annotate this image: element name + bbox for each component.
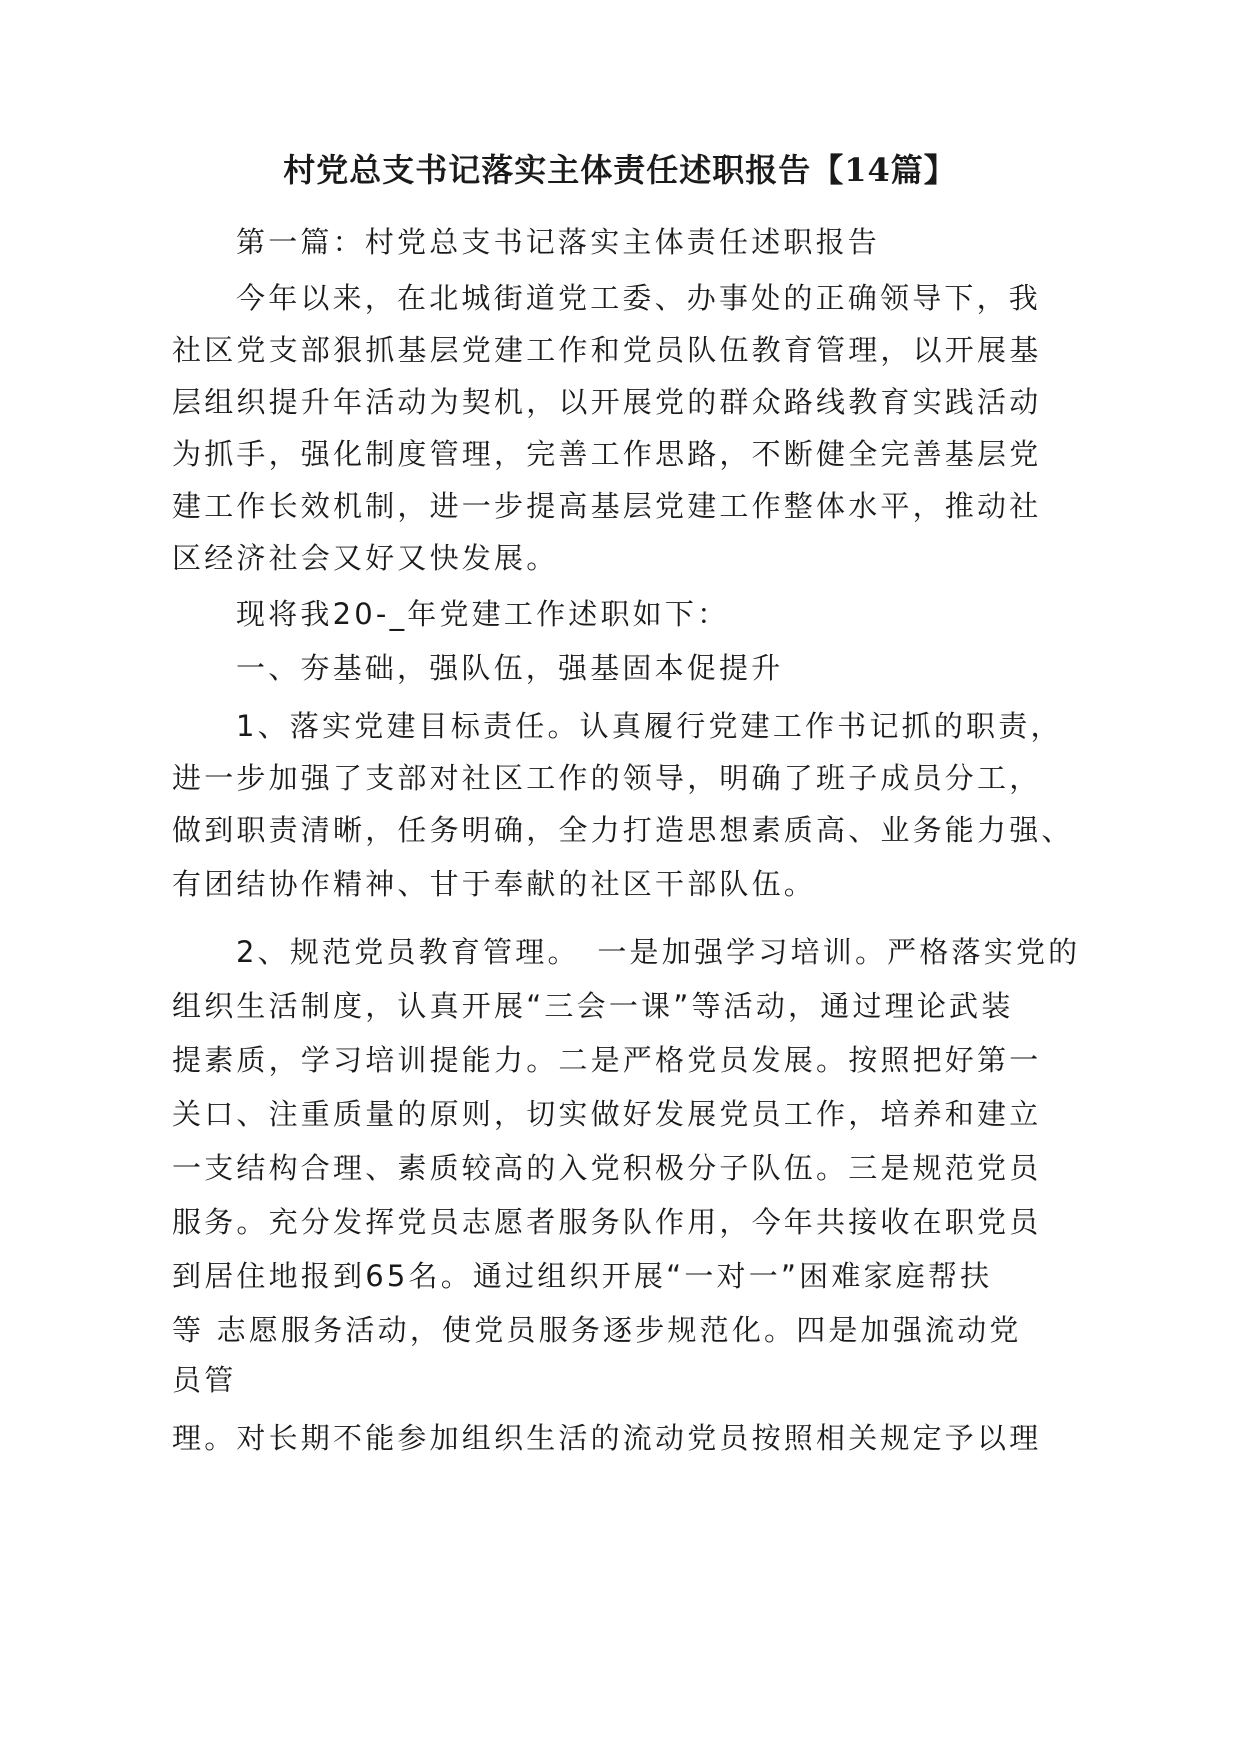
section-heading: 第一篇：村党总支书记落实主体责任述职报告 (236, 225, 881, 259)
paragraph-line: 员管 (172, 1363, 237, 1397)
paragraph-line: 提素质，学习培训提能力。二是严格党员发展。按照把好第一 (172, 1043, 1042, 1077)
paragraph-line: 服务。充分发挥党员志愿者服务队作用，今年共接收在职党员 (172, 1205, 1042, 1239)
section-heading: 一、夯基础，强队伍，强基固本促提升 (236, 651, 784, 685)
paragraph-line: 为抓手，强化制度管理，完善工作思路，不断健全完善基层党 (172, 437, 1042, 471)
paragraph-line: 理。对长期不能参加组织生活的流动党员按照相关规定予以理 (172, 1421, 1042, 1455)
paragraph-line: 建工作长效机制，进一步提高基层党建工作整体水平，推动社 (172, 489, 1042, 523)
paragraph-line: 关口、注重质量的原则，切实做好发展党员工作，培养和建立 (172, 1097, 1042, 1131)
paragraph-line: 组织生活制度，认真开展“三会一课”等活动，通过理论武装 (172, 989, 1014, 1023)
paragraph-line: 层组织提升年活动为契机，以开展党的群众路线教育实践活动 (172, 385, 1042, 419)
paragraph-line: 有团结协作精神、甘于奉献的社区干部队伍。 (172, 867, 817, 901)
paragraph-line: 进一步加强了支部对社区工作的领导，明确了班子成员分工， (172, 761, 1042, 795)
paragraph-line: 社区党支部狠抓基层党建工作和党员队伍教育管理，以开展基 (172, 333, 1042, 367)
document-title: 村党总支书记落实主体责任述职报告【14篇】 (283, 151, 957, 189)
paragraph-line: 1、落实党建目标责任。认真履行党建工作书记抓的职责， (236, 709, 1063, 743)
paragraph-line: 到居住地报到65名。通过组织开展“一对一”困难家庭帮扶 (172, 1259, 993, 1293)
paragraph-line: 等 志愿服务活动，使党员服务逐步规范化。四是加强流动党 (172, 1313, 1022, 1347)
paragraph-line: 区经济社会又好又快发展。 (172, 541, 559, 575)
paragraph-line: 今年以来，在北城街道党工委、办事处的正确领导下，我 (236, 281, 1042, 315)
paragraph-line: 一支结构合理、素质较高的入党积极分子队伍。三是规范党员 (172, 1151, 1042, 1185)
paragraph-line: 2、规范党员教育管理。 一是加强学习培训。严格落实党的 (236, 935, 1081, 969)
paragraph-line: 现将我20-_年党建工作述职如下： (236, 597, 730, 631)
paragraph-line: 做到职责清晰，任务明确，全力打造思想素质高、业务能力强、 (172, 813, 1074, 847)
